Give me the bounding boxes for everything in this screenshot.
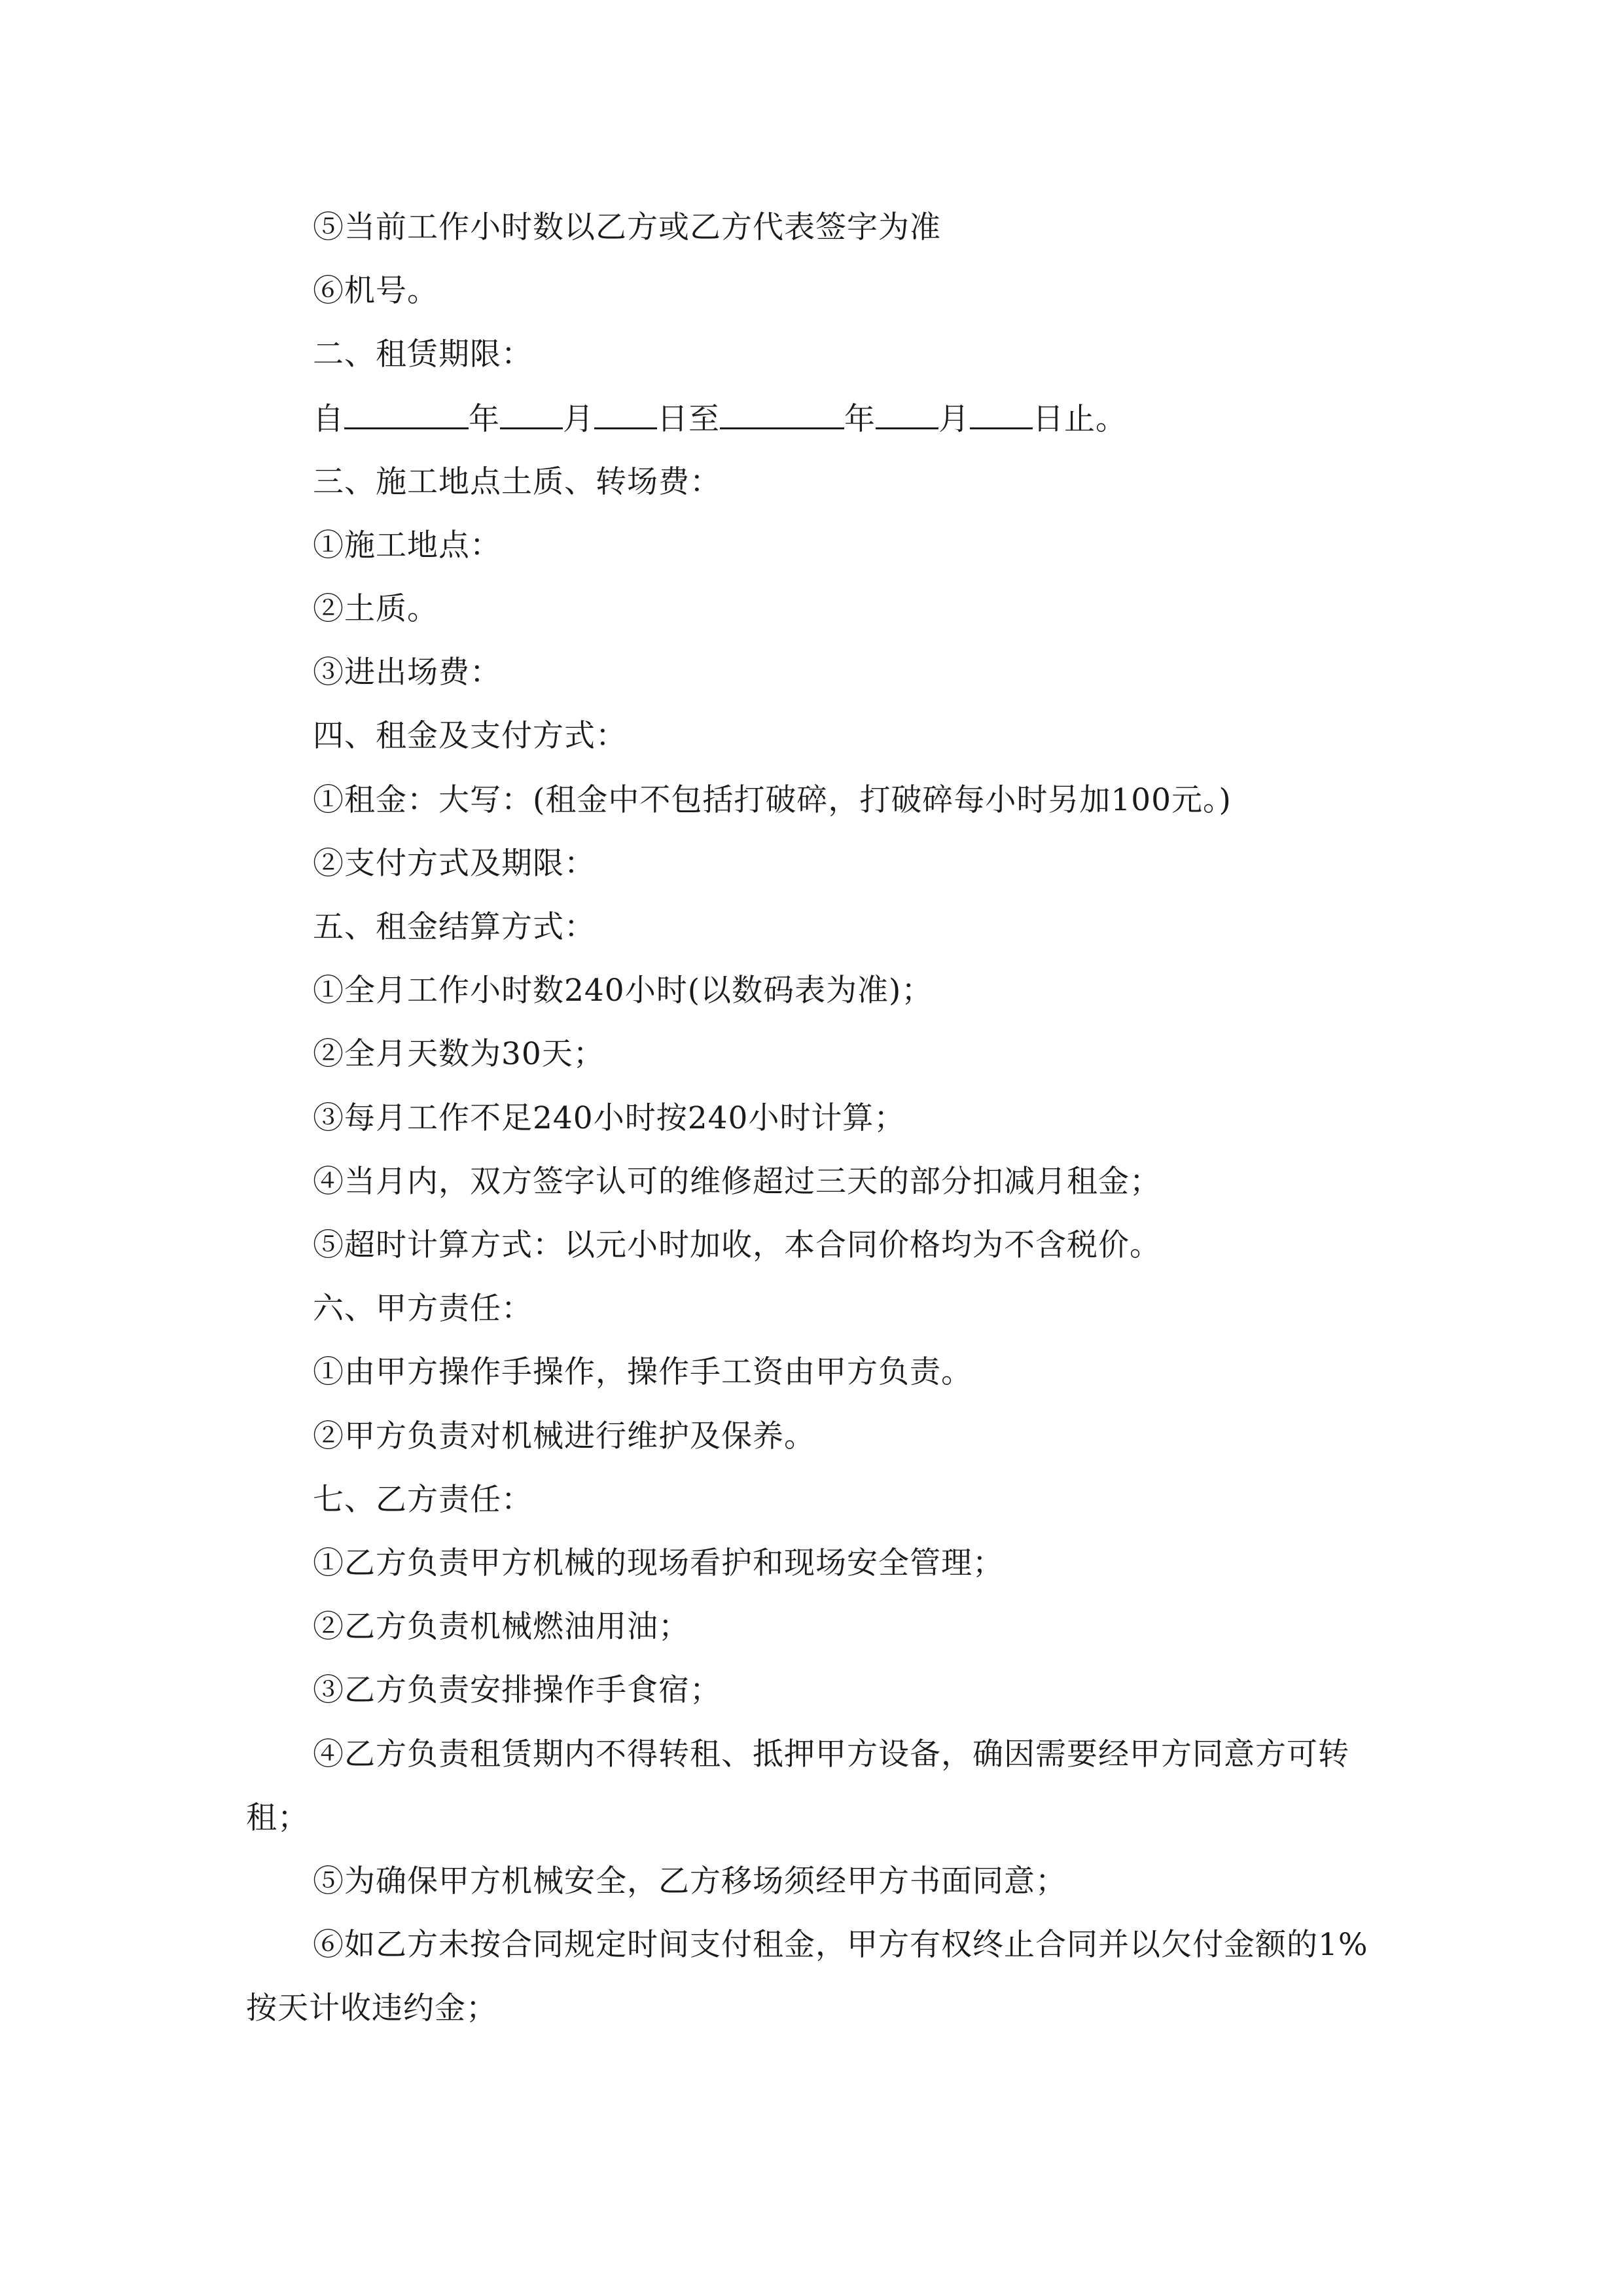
section-heading: 二、租赁期限： <box>313 336 533 372</box>
clause-line: ③乙方负责安排操作手食宿； <box>313 1672 721 1708</box>
clause-line: ①全月工作小时数240小时(以数码表为准)； <box>313 973 933 1009</box>
lease-month-label: 月 <box>563 401 594 437</box>
clause-line: ①施工地点： <box>313 528 501 564</box>
clause-line: ⑤超时计算方式：以元小时加收，本合同价格均为不含税价。 <box>313 1227 1161 1263</box>
lease-day-to-label: 日至 <box>657 401 720 437</box>
lease-day-end-label: 日止。 <box>1033 401 1127 437</box>
clause-line: ③进出场费： <box>313 655 501 691</box>
clause-line: ⑥机号。 <box>313 273 438 309</box>
clause-line: ③每月工作不足240小时按240小时计算； <box>313 1100 906 1136</box>
lease-month2-label: 月 <box>938 401 970 437</box>
section-heading: 三、施工地点土质、转场费： <box>313 464 721 500</box>
end-day-blank <box>970 399 1033 429</box>
clause-line: ①乙方负责甲方机械的现场看护和现场安全管理； <box>313 1545 1004 1581</box>
clause-line-continued: 租； <box>246 1800 309 1836</box>
lease-year2-label: 年 <box>844 401 876 437</box>
clause-line: ②全月天数为30天； <box>313 1036 605 1072</box>
lease-from-label: 自 <box>313 401 344 437</box>
start-month-blank <box>500 399 563 429</box>
section-heading: 七、乙方责任： <box>313 1482 533 1518</box>
section-heading: 四、租金及支付方式： <box>313 718 627 754</box>
clause-line: ④乙方负责租赁期内不得转租、抵押甲方设备，确因需要经甲方同意方可转 <box>313 1736 1349 1772</box>
lease-year-label: 年 <box>469 401 500 437</box>
clause-line: ⑤为确保甲方机械安全，乙方移场须经甲方书面同意； <box>313 1863 1067 1899</box>
clause-line: ②甲方负责对机械进行维护及保养。 <box>313 1418 815 1454</box>
clause-line: ①租金：大写：(租金中不包括打破碎，打破碎每小时另加100元。) <box>313 782 1232 818</box>
start-day-blank <box>594 399 657 429</box>
section-heading: 六、甲方责任： <box>313 1291 533 1327</box>
end-year-blank <box>720 399 844 429</box>
clause-line-continued: 按天计收违约金； <box>246 1990 497 2026</box>
clause-line: ②土质。 <box>313 591 438 627</box>
clause-line: ④当月内，双方签字认可的维修超过三天的部分扣减月租金； <box>313 1164 1161 1200</box>
end-month-blank <box>876 399 938 429</box>
clause-line: ⑥如乙方未按合同规定时间支付租金，甲方有权终止合同并以欠付金额的1% <box>313 1927 1368 1963</box>
clause-line: ②支付方式及期限： <box>313 846 596 882</box>
section-heading: 五、租金结算方式： <box>313 909 596 945</box>
lease-period-line <box>313 399 1127 439</box>
clause-line: ①由甲方操作手操作，操作手工资由甲方负责。 <box>313 1354 972 1390</box>
clause-line: ⑤当前工作小时数以乙方或乙方代表签字为准 <box>313 209 941 245</box>
start-year-blank <box>344 399 469 429</box>
clause-line: ②乙方负责机械燃油用油； <box>313 1609 690 1645</box>
